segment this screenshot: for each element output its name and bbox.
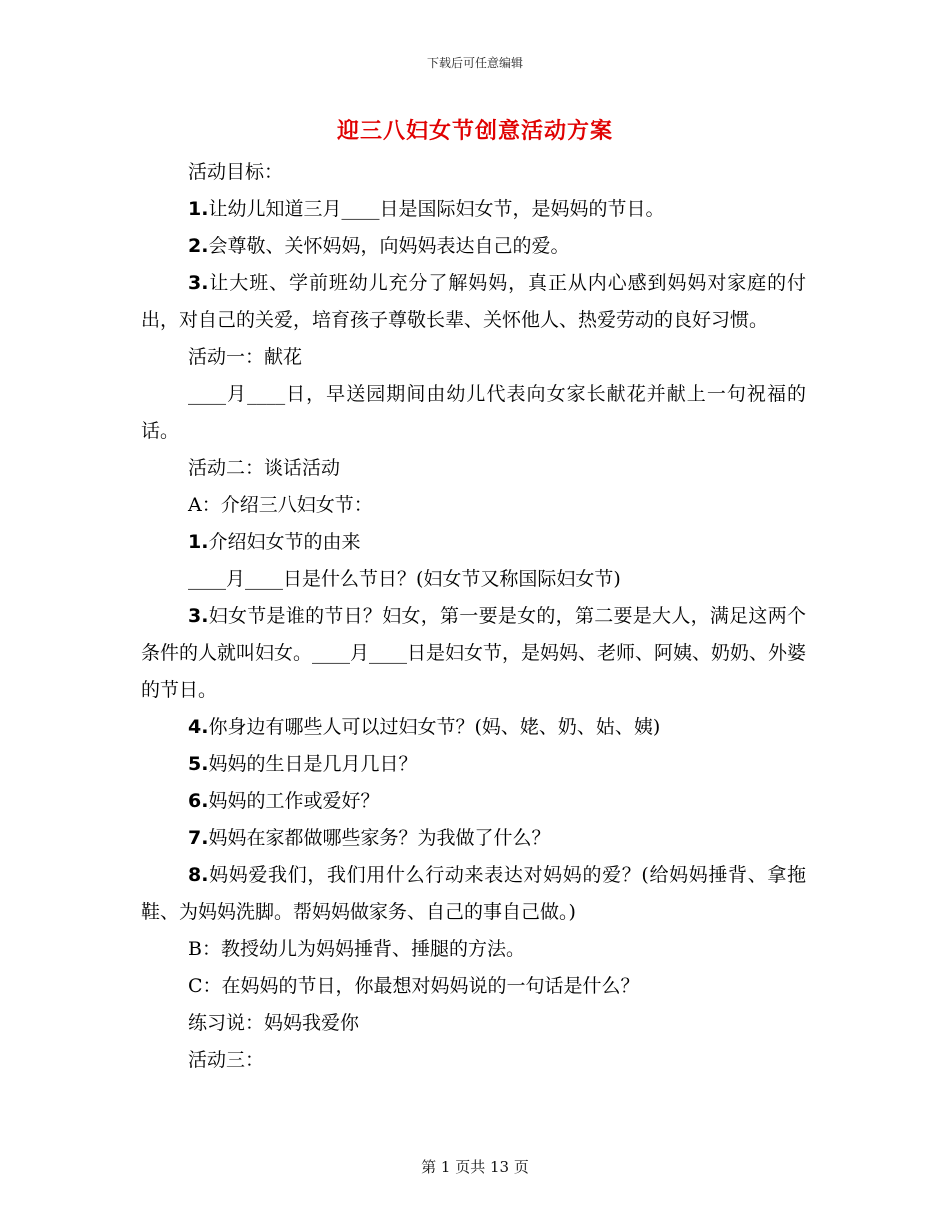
document-title: 迎三八妇女节创意活动方案 [336, 118, 613, 144]
paragraph: 8.妈妈爱我们，我们用什么行动来表达对妈妈的爱？(给妈妈捶背、拿拖鞋、为妈妈洗脚。帮妈妈做家务、自己的事自己做。) [141, 864, 806, 923]
paragraph: 7.妈妈在家都做哪些家务？为我做了什么？ [188, 827, 551, 849]
paragraph: 2.会尊敬、关怀妈妈，向妈妈表达自己的爱。 [188, 235, 570, 257]
paragraph: 6.妈妈的工作或爱好？ [188, 790, 380, 812]
paragraph: A：介绍三八妇女节： [188, 494, 373, 516]
paragraph: 3.让大班、学前班幼儿充分了解妈妈，真正从内心感到妈妈对家庭的付出，对自己的关爱，培育孩子尊敬长辈、关怀他人、热爱劳动的良好习惯。 [141, 272, 806, 331]
page-header: 下载后可任意编辑 [426, 56, 523, 70]
paragraph: 活动一：献花 [188, 346, 303, 368]
paragraph: 活动三： [188, 1049, 265, 1071]
page-footer: 第 1 页共 13 页 [421, 1158, 529, 1176]
paragraph: 活动目标： [188, 161, 284, 183]
paragraph: 活动二：谈话活动 [188, 457, 341, 479]
paragraph: 4.你身边有哪些人可以过妇女节？(妈、姥、奶、姑、姨) [188, 716, 661, 738]
paragraph: ____月____日是什么节日？(妇女节又称国际妇女节) [188, 568, 621, 590]
paragraph: 5.妈妈的生日是几月几日？ [188, 753, 418, 775]
paragraph: 1.介绍妇女节的由来 [188, 531, 361, 553]
document-body [141, 154, 806, 1079]
paragraph: 练习说：妈妈我爱你 [188, 1012, 360, 1034]
paragraph: 1.让幼儿知道三月____日是国际妇女节，是妈妈的节日。 [188, 198, 665, 220]
paragraph: ____月____日，早送园期间由幼儿代表向女家长献花并献上一句祝福的话。 [141, 383, 806, 442]
paragraph: B：教授幼儿为妈妈捶背、捶腿的方法。 [188, 938, 525, 960]
paragraph: C：在妈妈的节日，你最想对妈妈说的一句话是什么？ [188, 975, 640, 997]
paragraph: 3.妇女节是谁的节日？妇女，第一要是女的，第二要是大人，满足这两个条件的人就叫妇女。____月____日是妇女节，是妈妈、老师、阿姨、奶奶、外婆的节日。 [141, 605, 807, 701]
